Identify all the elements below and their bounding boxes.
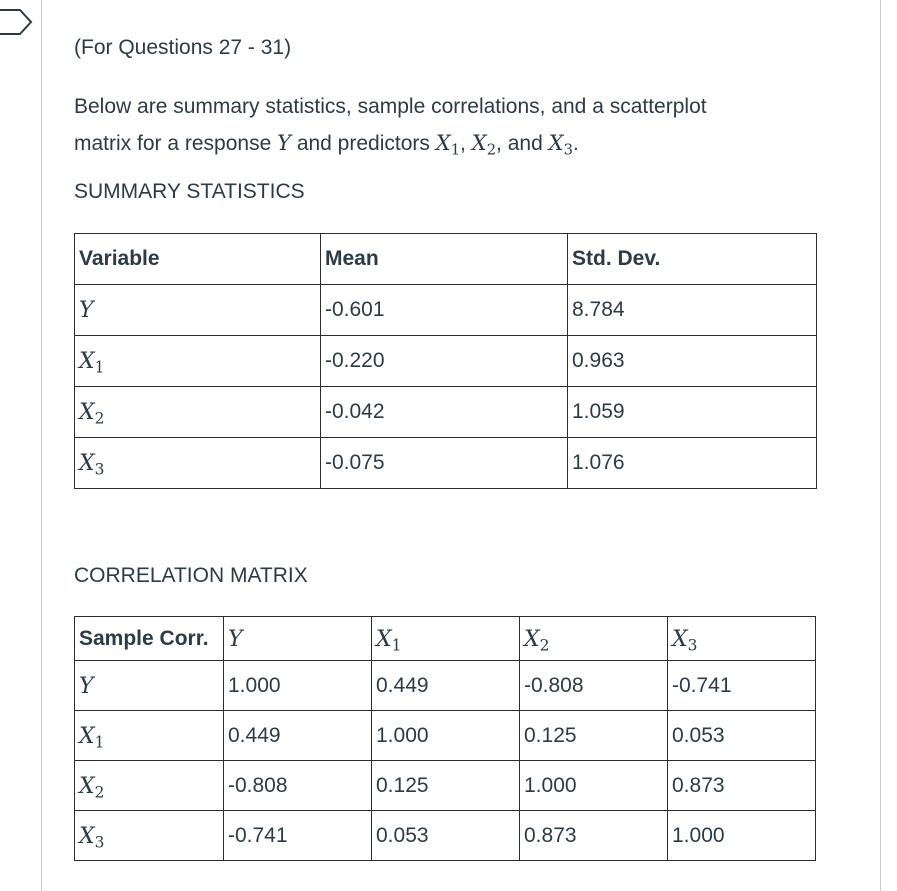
- intro-period: .: [572, 132, 579, 155]
- question-frame-left-border: [41, 0, 42, 891]
- corr-value: 0.125: [520, 711, 668, 761]
- row-variable: [75, 711, 224, 761]
- header-sample-corr: Sample Corr.: [75, 617, 224, 661]
- corr-value: -0.741: [668, 661, 816, 711]
- row-variable: [75, 336, 321, 387]
- math-var: Y: [228, 626, 243, 652]
- intro-part-b: and predictors: [296, 132, 430, 155]
- table-row: [75, 711, 816, 761]
- corr-value: -0.808: [224, 761, 372, 811]
- std-dev-value: 0.963: [568, 336, 817, 387]
- math-var: $X_2$: [471, 131, 497, 159]
- row-variable: [75, 811, 224, 861]
- std-dev-value: 8.784: [568, 285, 817, 336]
- mean-value: -0.075: [321, 438, 568, 489]
- std-dev-value: 1.059: [568, 387, 817, 438]
- math-var: $X_2$: [79, 400, 105, 428]
- row-variable: [75, 438, 321, 489]
- math-var: $X_3$: [79, 823, 105, 852]
- table-header-row: [75, 234, 817, 285]
- corr-value: 1.000: [224, 661, 372, 711]
- math-var: Y: [79, 673, 94, 699]
- intro-comma: ,: [496, 132, 502, 155]
- table-row: [75, 336, 817, 387]
- summary-statistics-table: [74, 233, 817, 489]
- table-row: [75, 438, 817, 489]
- corr-value: -0.808: [520, 661, 668, 711]
- summary-statistics-title: SUMMARY STATISTICS: [74, 180, 305, 203]
- math-var: $X_1$: [435, 131, 461, 159]
- intro-and: and: [507, 132, 543, 155]
- mean-value: -0.042: [321, 387, 568, 438]
- row-variable: [75, 761, 224, 811]
- table-row: [75, 761, 816, 811]
- table-row: [75, 285, 817, 336]
- corr-value: -0.741: [224, 811, 372, 861]
- header-variable: [372, 617, 520, 661]
- table-row: [75, 811, 816, 861]
- correlation-matrix-table: [74, 616, 816, 861]
- flag-question-icon[interactable]: [0, 8, 34, 36]
- corr-value: 1.000: [520, 761, 668, 811]
- intro-comma: ,: [460, 132, 466, 155]
- corr-value: 0.053: [372, 811, 520, 861]
- corr-value: 0.873: [668, 761, 816, 811]
- math-var: $X_3$: [672, 626, 698, 655]
- corr-value: 0.053: [668, 711, 816, 761]
- corr-value: 0.449: [372, 661, 520, 711]
- row-variable: [75, 285, 321, 336]
- math-var: Y: [79, 298, 94, 323]
- math-var: Y: [277, 131, 291, 155]
- corr-value: 1.000: [668, 811, 816, 861]
- math-var: $X_3$: [548, 131, 573, 159]
- question-intro: [74, 88, 834, 162]
- table-row: [75, 387, 817, 438]
- table-header-row: [75, 617, 816, 661]
- intro-line-1: Below are summary statistics, sample correlations, and a scatterplot: [74, 95, 707, 118]
- header-mean: Mean: [321, 234, 568, 285]
- math-var: $X_3$: [79, 451, 105, 479]
- corr-value: 0.125: [372, 761, 520, 811]
- math-var: $X_1$: [79, 349, 105, 377]
- question-frame-right-border: [880, 0, 881, 891]
- row-variable: [75, 387, 321, 438]
- table-row: [75, 661, 816, 711]
- header-std-dev: Std. Dev.: [568, 234, 817, 285]
- header-variable: [520, 617, 668, 661]
- header-variable: Variable: [75, 234, 321, 285]
- math-var: $X_1$: [79, 723, 105, 752]
- header-variable: [224, 617, 372, 661]
- question-range-header: (For Questions 27 - 31): [74, 36, 292, 59]
- corr-value: 0.873: [520, 811, 668, 861]
- std-dev-value: 1.076: [568, 438, 817, 489]
- math-var: $X_2$: [524, 626, 550, 655]
- correlation-matrix-title: CORRELATION MATRIX: [74, 564, 308, 587]
- row-variable: [75, 661, 224, 711]
- corr-value: 0.449: [224, 711, 372, 761]
- mean-value: -0.601: [321, 285, 568, 336]
- intro-part-a: matrix for a response: [74, 132, 272, 155]
- header-variable: [668, 617, 816, 661]
- math-var: $X_2$: [79, 773, 105, 802]
- math-var: $X_1$: [376, 626, 402, 655]
- corr-value: 1.000: [372, 711, 520, 761]
- mean-value: -0.220: [321, 336, 568, 387]
